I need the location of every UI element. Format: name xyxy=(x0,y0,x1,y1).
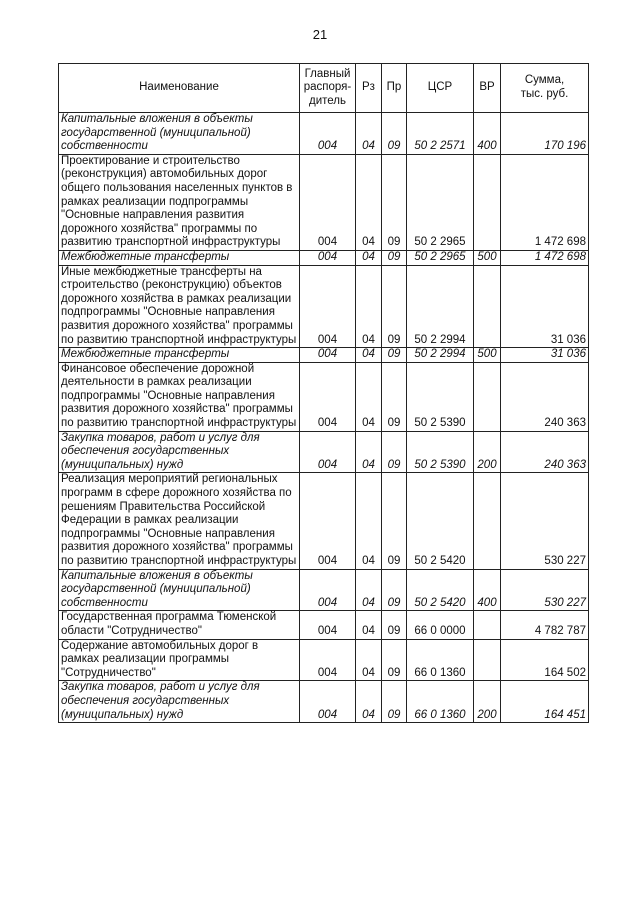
cell-name: Межбюджетные трансферты xyxy=(59,250,300,265)
cell-pr: 09 xyxy=(382,611,407,639)
cell-pr: 09 xyxy=(382,681,407,723)
table-row xyxy=(59,473,589,569)
table-header-row xyxy=(59,64,589,113)
cell-sum: 4 782 787 xyxy=(501,611,589,639)
cell-name: Иные межбюджетные трансферты на строительство (реконструкцию) объектов дорожного хозяйства в рамках реализации подпрограммы "Основные направления развития дорожного хозяйства" программы по развитию транспортной инфраструктуры xyxy=(59,265,300,348)
cell-rz: 04 xyxy=(356,681,382,723)
table-row xyxy=(59,639,589,681)
cell-pr: 09 xyxy=(382,348,407,363)
cell-name: Содержание автомобильных дорог в рамках реализации программы "Сотрудничество" xyxy=(59,639,300,681)
table-row xyxy=(59,362,589,431)
cell-name: Проектирование и строительство (реконструкция) автомобильных дорог общего пользования населенных пунктов в рамках реализации подпрограммы "Основные направления развития дорожного хозяйства" программы по развитию транспортной инфраструктуры xyxy=(59,154,300,250)
table-row xyxy=(59,113,589,155)
cell-rz: 04 xyxy=(356,473,382,569)
cell-vr xyxy=(474,639,501,681)
cell-admin: 004 xyxy=(300,681,356,723)
cell-rz: 04 xyxy=(356,611,382,639)
cell-vr: 200 xyxy=(474,681,501,723)
cell-csr: 50 2 2965 xyxy=(407,250,474,265)
table-body xyxy=(59,113,589,723)
table-row xyxy=(59,681,589,723)
cell-csr: 50 2 2994 xyxy=(407,348,474,363)
cell-csr: 50 2 5420 xyxy=(407,473,474,569)
cell-rz: 04 xyxy=(356,348,382,363)
cell-vr: 500 xyxy=(474,348,501,363)
cell-admin: 004 xyxy=(300,473,356,569)
cell-admin: 004 xyxy=(300,154,356,250)
cell-vr: 200 xyxy=(474,431,501,473)
page-number: 21 xyxy=(312,27,328,42)
cell-name: Закупка товаров, работ и услуг для обеспечения государственных (муниципальных) нужд xyxy=(59,681,300,723)
cell-rz: 04 xyxy=(356,265,382,348)
cell-pr: 09 xyxy=(382,362,407,431)
cell-csr: 50 2 5390 xyxy=(407,431,474,473)
cell-admin: 004 xyxy=(300,639,356,681)
cell-rz: 04 xyxy=(356,431,382,473)
table-row xyxy=(59,611,589,639)
header-name: Наименование xyxy=(59,64,300,113)
table-row xyxy=(59,431,589,473)
cell-name: Закупка товаров, работ и услуг для обеспечения государственных (муниципальных) нужд xyxy=(59,431,300,473)
cell-vr xyxy=(474,154,501,250)
cell-admin: 004 xyxy=(300,265,356,348)
cell-sum: 1 472 698 xyxy=(501,154,589,250)
cell-rz: 04 xyxy=(356,569,382,611)
cell-vr xyxy=(474,473,501,569)
budget-table xyxy=(58,63,589,723)
cell-vr xyxy=(474,265,501,348)
header-rz: Рз xyxy=(356,64,382,113)
header-csr: ЦСР xyxy=(407,64,474,113)
header-admin: Главный распоря- дитель xyxy=(300,64,356,113)
header-pr: Пр xyxy=(382,64,407,113)
cell-name: Финансовое обеспечение дорожной деятельности в рамках реализации подпрограммы "Основные направления развития дорожного хозяйства" программы по развитию транспортной инфраструктуры xyxy=(59,362,300,431)
cell-csr: 66 0 1360 xyxy=(407,639,474,681)
cell-pr: 09 xyxy=(382,473,407,569)
cell-csr: 50 2 2994 xyxy=(407,265,474,348)
cell-pr: 09 xyxy=(382,154,407,250)
table-row xyxy=(59,265,589,348)
cell-csr: 66 0 1360 xyxy=(407,681,474,723)
cell-name: Капитальные вложения в объекты государственной (муниципальной) собственности xyxy=(59,569,300,611)
cell-pr: 09 xyxy=(382,113,407,155)
cell-rz: 04 xyxy=(356,113,382,155)
cell-vr: 400 xyxy=(474,113,501,155)
cell-csr: 66 0 0000 xyxy=(407,611,474,639)
cell-csr: 50 2 2571 xyxy=(407,113,474,155)
cell-sum: 530 227 xyxy=(501,569,589,611)
cell-pr: 09 xyxy=(382,250,407,265)
cell-name: Капитальные вложения в объекты государственной (муниципальной) собственности xyxy=(59,113,300,155)
cell-admin: 004 xyxy=(300,569,356,611)
cell-rz: 04 xyxy=(356,639,382,681)
cell-pr: 09 xyxy=(382,265,407,348)
cell-name: Межбюджетные трансферты xyxy=(59,348,300,363)
cell-admin: 004 xyxy=(300,431,356,473)
cell-admin: 004 xyxy=(300,362,356,431)
cell-csr: 50 2 2965 xyxy=(407,154,474,250)
cell-csr: 50 2 5420 xyxy=(407,569,474,611)
cell-vr xyxy=(474,611,501,639)
table-row xyxy=(59,154,589,250)
cell-pr: 09 xyxy=(382,639,407,681)
cell-vr: 500 xyxy=(474,250,501,265)
cell-sum: 164 502 xyxy=(501,639,589,681)
cell-vr xyxy=(474,362,501,431)
cell-vr: 400 xyxy=(474,569,501,611)
cell-pr: 09 xyxy=(382,569,407,611)
cell-rz: 04 xyxy=(356,154,382,250)
cell-sum: 1 472 698 xyxy=(501,250,589,265)
cell-admin: 004 xyxy=(300,611,356,639)
cell-sum: 31 036 xyxy=(501,265,589,348)
cell-sum: 240 363 xyxy=(501,362,589,431)
cell-csr: 50 2 5390 xyxy=(407,362,474,431)
cell-rz: 04 xyxy=(356,250,382,265)
table-row xyxy=(59,348,589,363)
cell-name: Реализация мероприятий региональных программ в сфере дорожного хозяйства по решениям Правительства Российской Федерации в рамках реализации подпрограммы "Основные направления развития дорожного хозяйства" программы по развитию транспортной инфраструктуры xyxy=(59,473,300,569)
cell-sum: 240 363 xyxy=(501,431,589,473)
header-vr: ВР xyxy=(474,64,501,113)
header-sum: Сумма, тыс. руб. xyxy=(501,64,589,113)
table-row xyxy=(59,250,589,265)
cell-rz: 04 xyxy=(356,362,382,431)
cell-admin: 004 xyxy=(300,348,356,363)
table-row xyxy=(59,569,589,611)
cell-sum: 164 451 xyxy=(501,681,589,723)
cell-sum: 530 227 xyxy=(501,473,589,569)
cell-pr: 09 xyxy=(382,431,407,473)
cell-sum: 170 196 xyxy=(501,113,589,155)
cell-admin: 004 xyxy=(300,113,356,155)
cell-admin: 004 xyxy=(300,250,356,265)
cell-sum: 31 036 xyxy=(501,348,589,363)
cell-name: Государственная программа Тюменской области "Сотрудничество" xyxy=(59,611,300,639)
